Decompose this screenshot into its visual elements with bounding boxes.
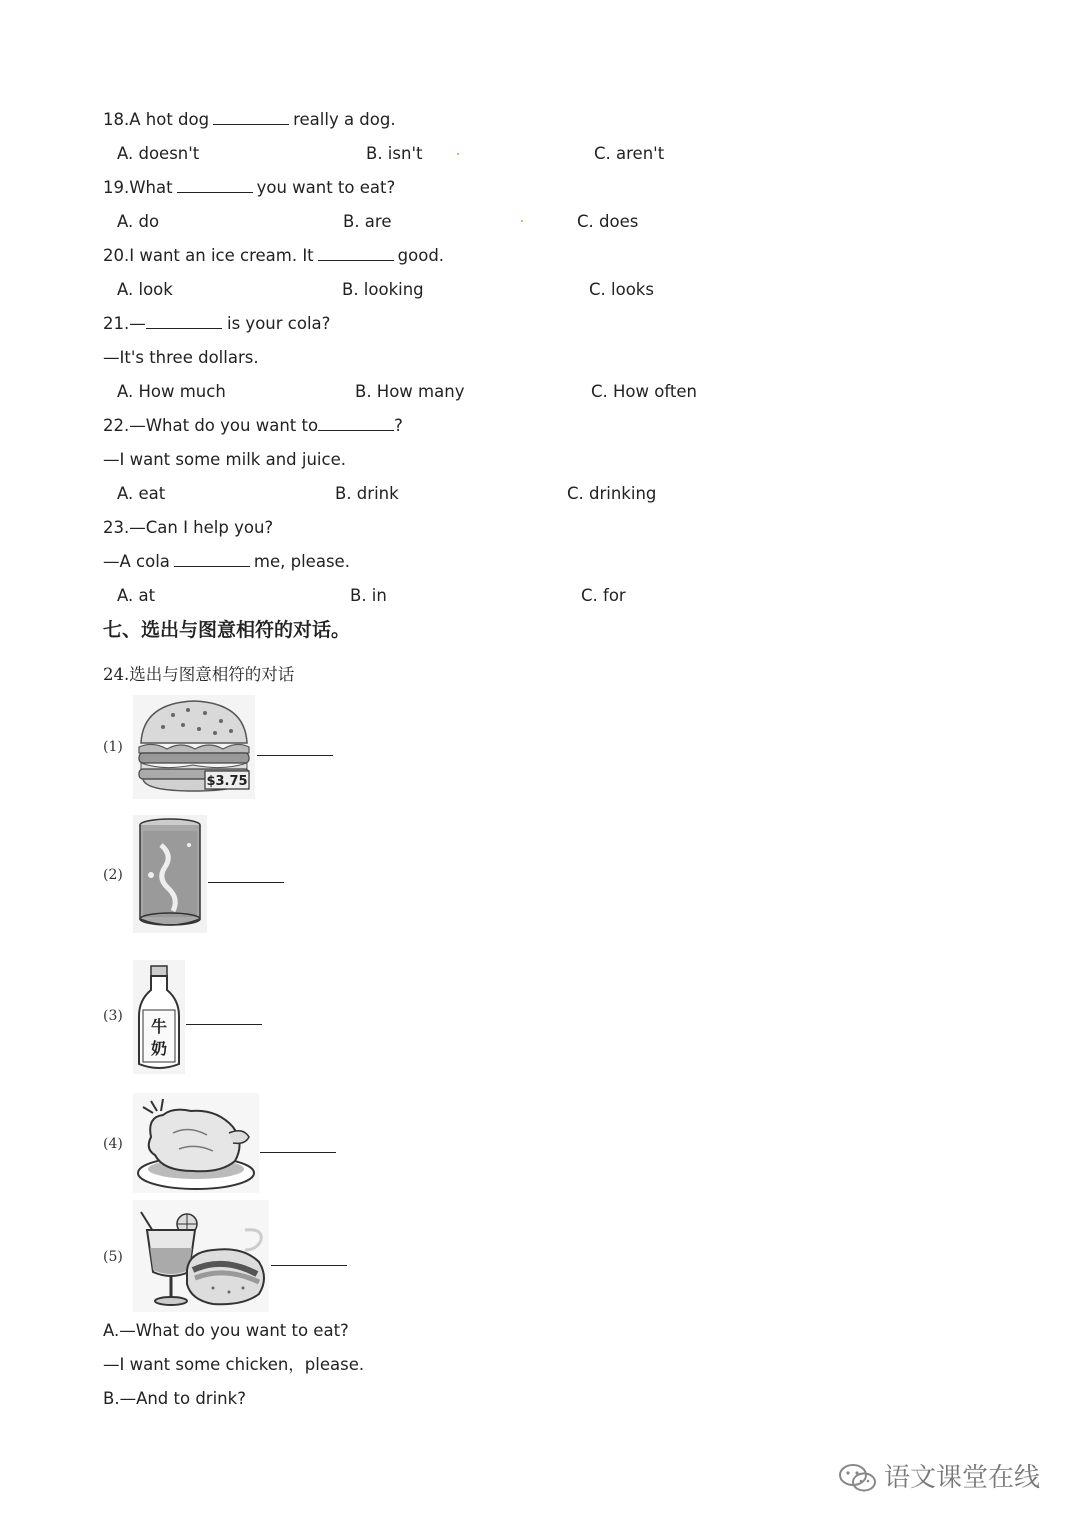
picture-label: (4) [103, 1136, 123, 1152]
question-stem: good. [397, 246, 445, 265]
milk-bottle-icon [133, 960, 185, 1074]
option-c: C. How often [591, 382, 697, 401]
answer-blank [208, 882, 284, 883]
answer-blank [186, 1024, 262, 1025]
picture-label: (2) [103, 867, 123, 883]
svg-text:奶: 奶 [150, 1039, 168, 1058]
juice-and-hotdog-icon [133, 1200, 269, 1312]
option-b: B. drink [335, 484, 399, 503]
option-a: A. do [117, 212, 160, 231]
question-22-reply: —I want some milk and juice. [103, 450, 346, 469]
question-stem: 19.What [103, 178, 173, 197]
question-stem: is your cola? [227, 314, 331, 333]
option-a: A. eat [117, 484, 166, 503]
picture-label: (3) [103, 1008, 123, 1024]
answer-blank [174, 551, 250, 567]
option-b: B. in [350, 586, 387, 605]
picture-label: (1) [103, 739, 123, 755]
option-b: B. looking [342, 280, 424, 299]
option-c: C. looks [589, 280, 654, 299]
dialog-line: B.—And to drink? [103, 1389, 246, 1408]
option-a: A. look [117, 280, 173, 299]
answer-blank [257, 755, 333, 756]
question-stem: really a dog. [293, 110, 396, 129]
answer-blank [260, 1152, 336, 1153]
option-a: A. doesn't [117, 144, 200, 163]
section-heading: 七、选出与图意相符的对话。 [103, 619, 351, 641]
hamburger-icon [133, 695, 255, 799]
question-stem: 18.A hot dog [103, 110, 210, 129]
question-stem: 21.— [103, 314, 146, 333]
question-23-reply [103, 551, 350, 573]
answer-blank [213, 109, 289, 125]
option-c: C. for [581, 586, 626, 605]
answer-blank [146, 313, 222, 329]
roast-chicken-icon [133, 1093, 259, 1193]
question-24: 24.选出与图意相符的对话 [103, 665, 295, 684]
question-21 [103, 313, 330, 335]
wechat-icon [838, 1462, 878, 1494]
dialog-line: —I want some chicken，please. [103, 1355, 365, 1374]
question-21-reply: —It's three dollars. [103, 348, 259, 367]
option-c: C. drinking [567, 484, 657, 503]
answer-blank [318, 245, 394, 261]
question-19 [103, 177, 395, 199]
question-stem: you want to eat? [256, 178, 396, 197]
option-a: A. at [117, 586, 156, 605]
question-22 [103, 415, 403, 437]
stray-dot [457, 153, 459, 155]
option-c: C. aren't [594, 144, 665, 163]
question-stem: me, please. [253, 552, 350, 571]
question-stem: 22.—What do you want to [103, 416, 319, 435]
option-b: B. isn't [366, 144, 423, 163]
dialog-line: A.—What do you want to eat? [103, 1321, 349, 1340]
question-stem: —A cola [103, 552, 170, 571]
watermark-text: 语文课堂在线 [884, 1463, 1041, 1493]
option-c: C. does [577, 212, 639, 231]
svg-text:牛: 牛 [150, 1017, 168, 1036]
answer-blank [177, 177, 253, 193]
option-b: B. How many [355, 382, 465, 401]
watermark [838, 1461, 1040, 1495]
question-23: 23.—Can I help you? [103, 518, 274, 537]
option-b: B. are [343, 212, 392, 231]
question-20 [103, 245, 444, 267]
cola-can-icon [133, 815, 207, 933]
option-a: A. How much [117, 382, 226, 401]
question-18 [103, 109, 396, 131]
stray-dot [521, 220, 523, 222]
question-stem: 20.I want an ice cream. It [103, 246, 314, 265]
answer-blank [318, 415, 394, 431]
price-tag: $3.75 [206, 774, 248, 789]
question-stem: ? [394, 416, 403, 435]
picture-label: (5) [103, 1249, 123, 1265]
answer-blank [271, 1265, 347, 1266]
